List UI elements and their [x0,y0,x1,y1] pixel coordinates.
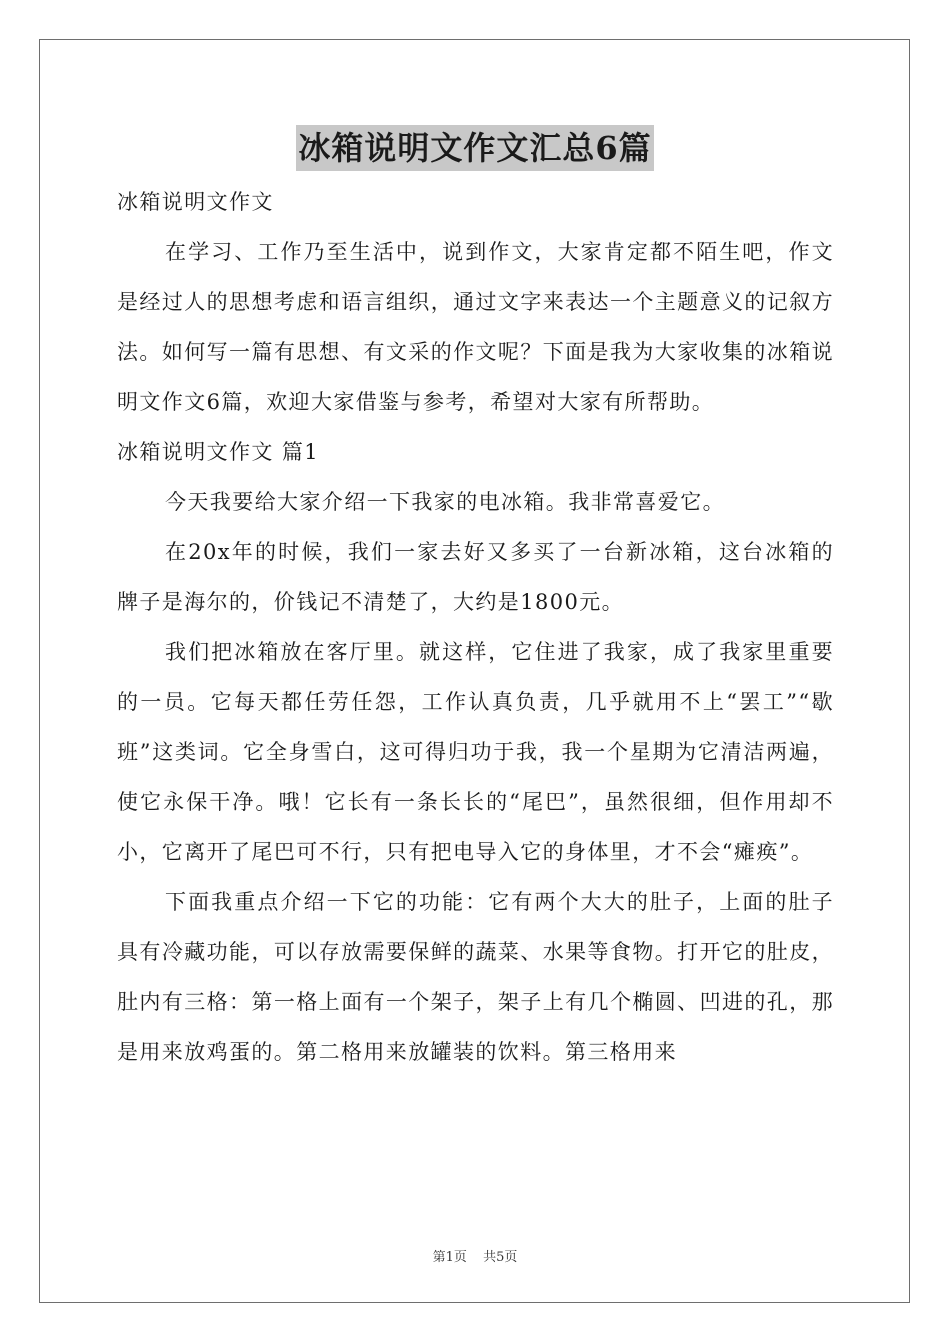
document-title: 冰箱说明文作文汇总6篇 [296,125,653,171]
body-paragraph: 在20x年的时候，我们一家去好又多买了一台新冰箱，这台冰箱的牌子是海尔的，价钱记不清楚了，大约是1800元。 [117,540,834,614]
intro-paragraph: 在学习、工作乃至生活中，说到作文，大家肯定都不陌生吧，作文是经过人的思想考虑和语言组织，通过文字来表达一个主题意义的记叙方法。如何写一篇有思想、有文采的作文呢？下面是我为大家收集的冰箱说明文作文6篇，欢迎大家借鉴与参考，希望对大家有所帮助。 [117,240,834,414]
body-paragraph: 今天我要给大家介绍一下我家的电冰箱。我非常喜爱它。 [165,490,725,514]
page-number: 第1页 [432,1250,467,1265]
page-total: 共5页 [483,1250,518,1265]
section-heading: 冰箱说明文作文 篇1 [117,440,320,464]
page-footer [0,1246,950,1265]
document-body [117,177,834,1077]
section-heading: 冰箱说明文作文 [117,190,274,214]
body-paragraph: 我们把冰箱放在客厅里。就这样，它住进了我家，成了我家里重要的一员。它每天都任劳任怨，工作认真负责，几乎就用不上“罢工”“歇班”这类词。它全身雪白，这可得归功于我，我一个星期为它清洁两遍，使它永保干净。哦！它长有一条长长的“尾巴”，虽然很细，但作用却不小，它离开了尾巴可不行，只有把电导入它的身体里，才不会“瘫痪”。 [117,640,834,864]
body-paragraph: 下面我重点介绍一下它的功能：它有两个大大的肚子，上面的肚子具有冷藏功能，可以存放需要保鲜的蔬菜、水果等食物。打开它的肚皮，肚内有三格：第一格上面有一个架子，架子上有几个椭圆、凹进的孔，那是用来放鸡蛋的。第二格用来放罐装的饮料。第三格用来 [117,890,834,1064]
title-container [0,125,950,171]
